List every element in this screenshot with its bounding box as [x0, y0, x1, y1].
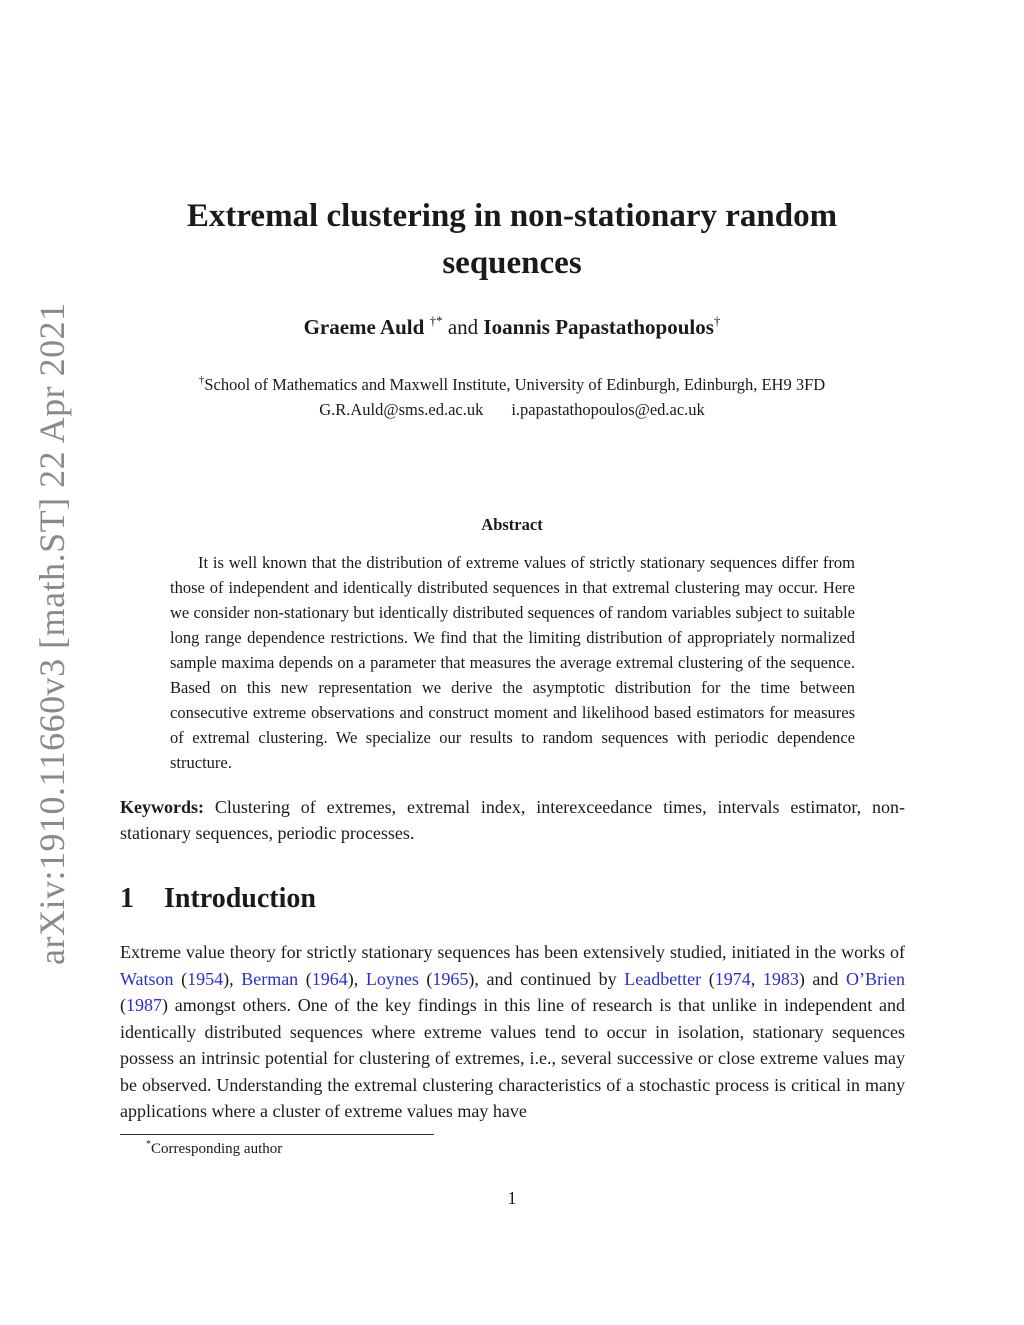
body-text: ), and continued by: [468, 968, 625, 989]
citation-year-link[interactable]: 1983: [762, 968, 799, 989]
affiliation-text: School of Mathematics and Maxwell Institute, University of Edinburgh, Edinburgh, EH9 3FD: [204, 375, 826, 394]
citation-year-link[interactable]: 1974: [714, 968, 751, 989]
author-conjunction: and: [447, 315, 479, 339]
citation-link[interactable]: Loynes: [365, 968, 419, 989]
body-text: ),: [223, 968, 242, 989]
author-marks: †: [713, 313, 721, 328]
citation-link[interactable]: Watson: [120, 968, 174, 989]
body-text: (: [701, 968, 715, 989]
body-text: (: [298, 968, 312, 989]
citation-year-link[interactable]: 1965: [432, 968, 469, 989]
email-line: [100, 397, 924, 422]
affiliation-block: [100, 372, 924, 422]
page-number: 1: [507, 1188, 517, 1208]
author-line: [140, 312, 884, 342]
footnote-text: Corresponding author: [151, 1141, 283, 1157]
author-marks: †*: [429, 313, 443, 328]
footnote-divider: [120, 1134, 434, 1135]
footnote-mark: *: [146, 1139, 151, 1150]
citation-link[interactable]: Berman: [241, 968, 299, 989]
body-text: ) and: [798, 968, 846, 989]
body-text: ) amongst others. One of the key findings in this line of research is that unlike in independent and identically distributed sequences where extreme values tend to occur in isolation, stationary sequences possess an intrinsic potential for clustering of extremes, i.e., several successive or close extreme values may be observed. Understanding the extremal clustering characteristics of a stochastic process is critical in many applications where a cluster of extreme values may have: [120, 995, 905, 1121]
body-text: ),: [347, 968, 366, 989]
body-text: (: [418, 968, 433, 989]
body-text: Extreme value theory for strictly stationary sequences has been extensively studied, initiated in the works of: [120, 942, 905, 962]
section-title: Introduction: [164, 883, 316, 914]
arxiv-identifier-stamp: arXiv:1910.11660v3 [math.ST] 22 Apr 2021: [32, 302, 72, 965]
email-address[interactable]: i.papastathopoulos@ed.ac.uk: [511, 400, 705, 419]
keywords-label: Keywords:: [120, 797, 204, 817]
affiliation: [100, 372, 924, 397]
body-text: (: [173, 968, 188, 989]
body-text: (: [120, 995, 126, 1015]
keywords-text: Clustering of extremes, extremal index, interexceedance times, intervals estimator, non-stationary sequences, periodic processes.: [120, 797, 906, 843]
abstract-body: It is well known that the distribution of extreme values of strictly stationary sequences differ from those of independent and identically distributed sequences in that extremal clustering may occur. Here we consider non-stationary but identically distributed sequences of random variables subject to suitable long range dependence restrictions. We find that the limiting distribution of appropriately normalized sample maxima depends on a parameter that measures the average extremal clustering of the sequence. Based on this new representation we derive the asymptotic distribution for the time between consecutive extreme observations and construct moment and likelihood based estimators for measures of extremal clustering. We specialize our results to random sequences with periodic dependence structure.: [170, 553, 855, 772]
citation-link[interactable]: Leadbetter: [624, 968, 702, 989]
keywords-paragraph: [120, 794, 905, 846]
author-name: Ioannis Papastathopoulos: [483, 315, 714, 339]
citation-year-link[interactable]: 1964: [311, 968, 348, 989]
citation-year-link[interactable]: 1954: [187, 968, 224, 989]
affiliation-mark: †: [198, 374, 205, 386]
abstract-heading: Abstract: [481, 515, 543, 534]
footnote: [146, 1139, 282, 1159]
body-text: ,: [750, 968, 763, 989]
section-number: 1: [120, 883, 134, 914]
section-heading: [120, 883, 316, 915]
paper-title: Extremal clustering in non-stationary random sequences: [186, 198, 838, 281]
citation-link[interactable]: O’Brien: [846, 968, 905, 989]
author-name: Graeme Auld: [303, 315, 425, 339]
email-address[interactable]: G.R.Auld@sms.ed.ac.uk: [319, 400, 484, 419]
citation-year-link[interactable]: 1987: [126, 995, 162, 1015]
introduction-paragraph: [120, 939, 905, 1125]
